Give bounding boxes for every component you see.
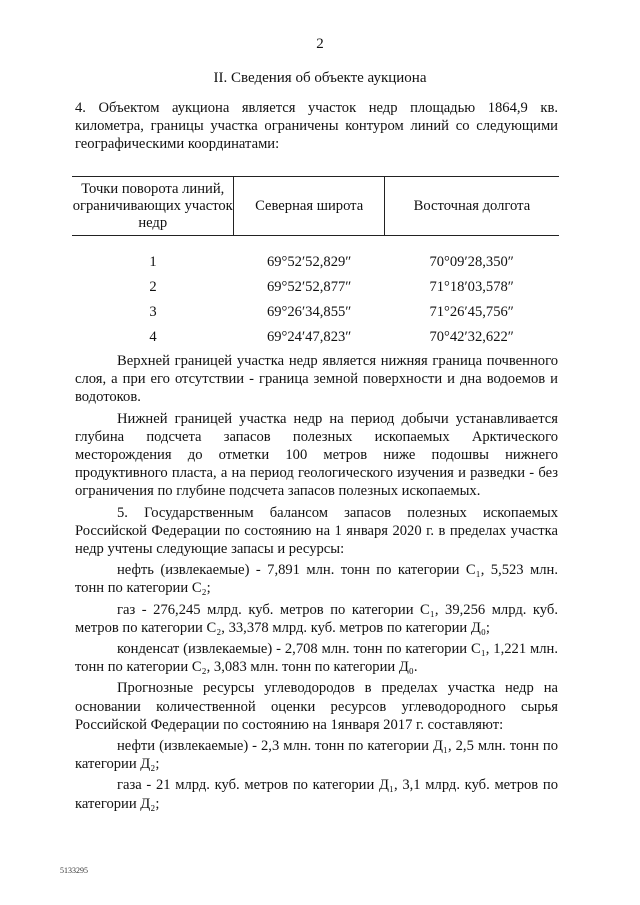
point-number: 4: [149, 329, 157, 345]
upper-boundary-paragraph: Верхней границей участка недр является нижняя граница почвенного слоя, а при его отсутствии - граница земной поверхности и дна водоемов и водотоков.: [75, 353, 558, 406]
point-number: 1: [149, 254, 157, 270]
latitude-value: 69°24′47,823″: [266, 329, 352, 345]
longitude-value: 70°42′32,622″: [429, 329, 514, 345]
intro-block: [75, 99, 558, 154]
point-number: 3: [149, 304, 157, 320]
table-header-row: [72, 177, 559, 236]
intro-paragraph: 4. Объектом аукциона является участок недр площадью 1864,9 кв. километра, границы участка ограничены контуром линий со следующими географическими координатами:: [75, 100, 558, 153]
latitude-value: 69°52′52,829″: [266, 254, 352, 270]
gas-reserves-paragraph: газ - 276,245 млрд. куб. метров по категории C₁, 39,256 млрд. куб. метров по категории C₂, 33,378 млрд. куб. метров по категории Д₀;: [75, 601, 558, 636]
latitude-value: 69°26′34,855″: [266, 304, 352, 320]
forecast-intro-paragraph: Прогнозные ресурсы углеводородов в пределах участка недр на основании количественной оценки ресурсов углеводородного сырья Российской Федерации по состоянию на 1января 2017 г. составляют:: [75, 680, 558, 733]
header-point: Точки поворота линий, ограничивающих участок недр: [72, 177, 234, 236]
forecast-oil-paragraph: нефти (извлекаемые) - 2,3 млн. тонн по категории Д₁, 2,5 млн. тонн по категории Д₂;: [75, 738, 558, 773]
body-text: [75, 352, 558, 813]
table-row: [72, 300, 559, 325]
document-code: 5133295: [60, 866, 88, 875]
header-longitude: Восточная долгота: [384, 177, 559, 236]
longitude-value: 70°09′28,350″: [429, 254, 514, 270]
table-row: [72, 325, 559, 350]
coordinates-table: [72, 176, 559, 350]
lower-boundary-paragraph: Нижней границей участка недр на период добычи устанавливается глубина подсчета запасов полезных ископаемых Арктического месторождения до отметки 100 метров ниже подошвы нижнего продуктивного пласта, а на период геологического изучения и разведки - без ограничения по глубине подсчета запасов полезных ископаемых.: [75, 410, 558, 500]
balance-intro-paragraph: 5. Государственным балансом запасов полезных ископаемых Российской Федерации по состоянию на 1 января 2020 г. в пределах участка недр учтены следующие запасы и ресурсы:: [75, 504, 558, 558]
page-number: 2: [316, 36, 324, 52]
longitude-value: 71°18′03,578″: [429, 279, 514, 295]
point-number: 2: [149, 279, 157, 295]
header-latitude: Северная широта: [234, 177, 384, 236]
table-row: [72, 236, 559, 276]
table-row: [72, 275, 559, 300]
oil-reserves-paragraph: нефть (извлекаемые) - 7,891 млн. тонн по категории C₁, 5,523 млн. тонн по категории C₂;: [75, 562, 558, 597]
section-title: II. Сведения об объекте аукциона: [213, 70, 427, 86]
forecast-gas-paragraph: газа - 21 млрд. куб. метров по категории Д₁, 3,1 млрд. куб. метров по категории Д₂;: [75, 777, 558, 812]
latitude-value: 69°52′52,877″: [266, 279, 352, 295]
condensate-reserves-paragraph: конденсат (извлекаемые) - 2,708 млн. тонн по категории C₁, 1,221 млн. тонн по категории C₂, 3,083 млн. тонн по категории Д₀.: [75, 641, 558, 676]
longitude-value: 71°26′45,756″: [429, 304, 514, 320]
